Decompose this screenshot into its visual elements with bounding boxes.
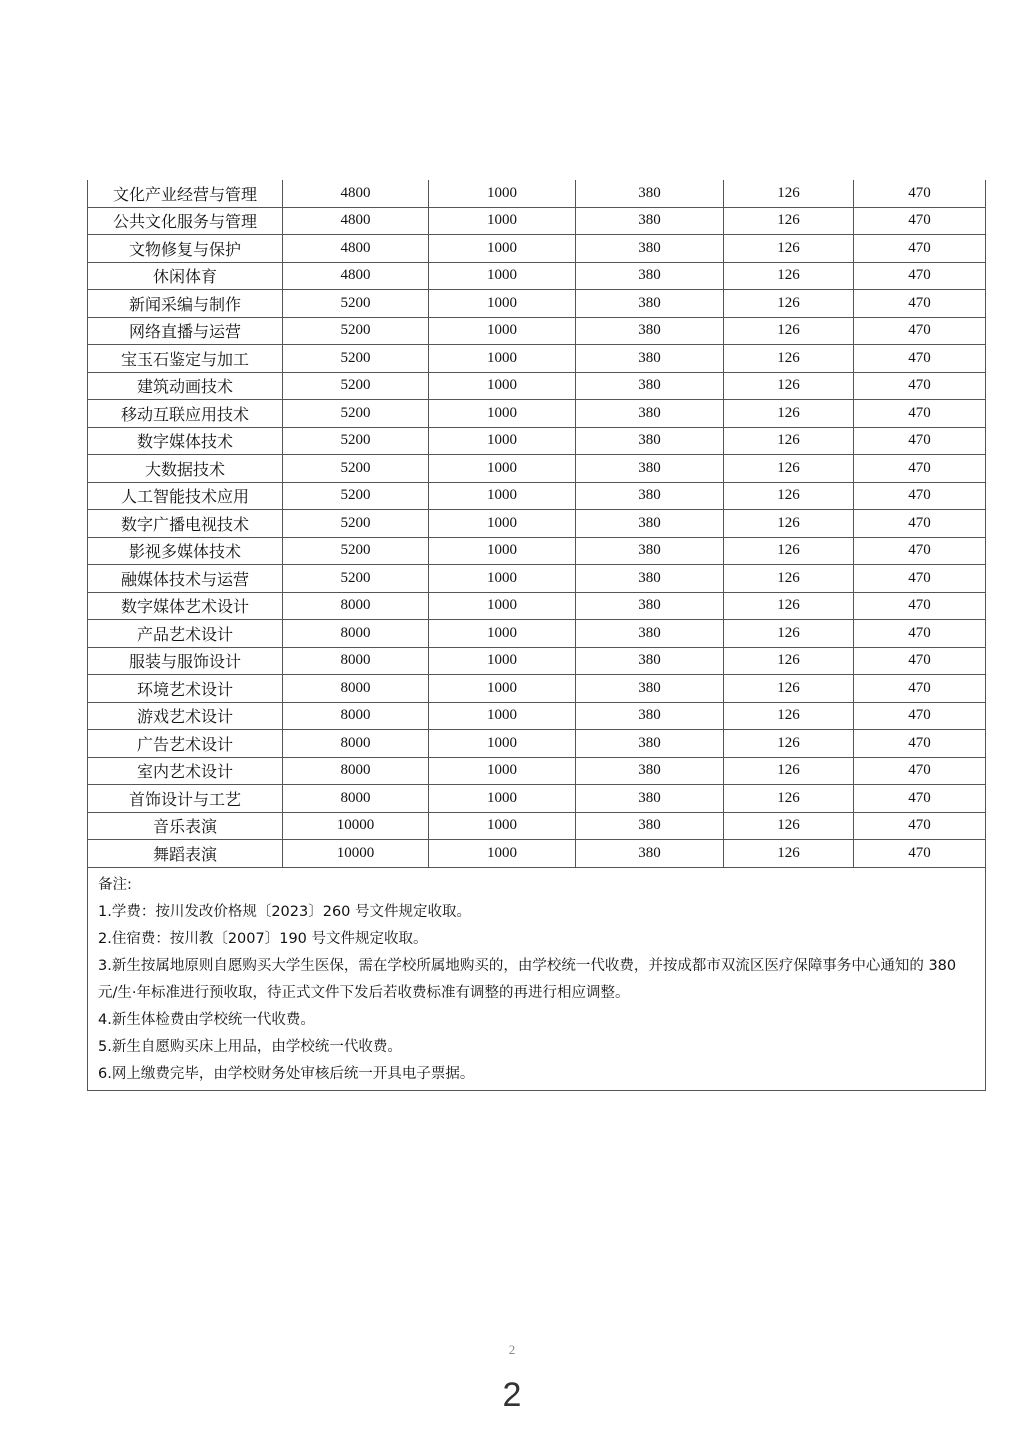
- major-cell: 产品艺术设计: [88, 620, 283, 648]
- major-cell: 广告艺术设计: [88, 730, 283, 758]
- table-row: [88, 235, 986, 263]
- fee-cell-c: 126: [724, 345, 854, 373]
- table-row: [88, 757, 986, 785]
- fee-cell-d: 470: [854, 317, 986, 345]
- fee-cell-d: 470: [854, 400, 986, 428]
- fee-cell-d: 470: [854, 537, 986, 565]
- fee-cell-b: 380: [576, 565, 724, 593]
- fee-cell-c: 126: [724, 537, 854, 565]
- tuition-cell: 5200: [283, 455, 429, 483]
- fee-cell-a: 1000: [429, 262, 576, 290]
- tuition-cell: 8000: [283, 785, 429, 813]
- fee-cell-b: 380: [576, 730, 724, 758]
- fee-cell-a: 1000: [429, 455, 576, 483]
- fee-cell-d: 470: [854, 565, 986, 593]
- major-cell: 公共文化服务与管理: [88, 207, 283, 235]
- fee-cell-b: 380: [576, 400, 724, 428]
- fee-cell-c: 126: [724, 427, 854, 455]
- table-row: [88, 180, 986, 207]
- major-cell: 文物修复与保护: [88, 235, 283, 263]
- tuition-cell: 5200: [283, 427, 429, 455]
- tuition-cell: 8000: [283, 730, 429, 758]
- fee-cell-d: 470: [854, 180, 986, 207]
- fee-cell-d: 470: [854, 812, 986, 840]
- fee-cell-a: 1000: [429, 675, 576, 703]
- fee-cell-b: 380: [576, 702, 724, 730]
- fee-cell-a: 1000: [429, 510, 576, 538]
- note-line-2: 2.住宿费：按川教〔2007〕190 号文件规定收取。: [98, 930, 428, 947]
- tuition-cell: 8000: [283, 702, 429, 730]
- major-cell: 数字广播电视技术: [88, 510, 283, 538]
- tuition-cell: 4800: [283, 207, 429, 235]
- notes-row: [88, 867, 986, 1090]
- fee-cell-a: 1000: [429, 620, 576, 648]
- tuition-cell: 5200: [283, 317, 429, 345]
- fee-cell-d: 470: [854, 785, 986, 813]
- fee-cell-d: 470: [854, 510, 986, 538]
- tuition-cell: 8000: [283, 675, 429, 703]
- fee-cell-d: 470: [854, 840, 986, 868]
- fee-cell-c: 126: [724, 620, 854, 648]
- tuition-cell: 8000: [283, 757, 429, 785]
- fee-cell-b: 380: [576, 592, 724, 620]
- fee-cell-a: 1000: [429, 592, 576, 620]
- fee-cell-a: 1000: [429, 482, 576, 510]
- note-line-1: 1.学费：按川发改价格规〔2023〕260 号文件规定收取。: [98, 903, 472, 920]
- page-number-large: 2: [502, 1376, 522, 1414]
- table-row: [88, 290, 986, 318]
- fee-cell-a: 1000: [429, 400, 576, 428]
- table-row: [88, 537, 986, 565]
- fee-cell-b: 380: [576, 262, 724, 290]
- major-cell: 舞蹈表演: [88, 840, 283, 868]
- tuition-cell: 5200: [283, 372, 429, 400]
- fee-cell-a: 1000: [429, 812, 576, 840]
- major-cell: 数字媒体技术: [88, 427, 283, 455]
- tuition-cell: 4800: [283, 180, 429, 207]
- fee-cell-a: 1000: [429, 290, 576, 318]
- fee-cell-c: 126: [724, 702, 854, 730]
- note-line-5: 5.新生自愿购买床上用品，由学校统一代收费。: [98, 1038, 402, 1055]
- fee-cell-c: 126: [724, 812, 854, 840]
- major-cell: 游戏艺术设计: [88, 702, 283, 730]
- fee-cell-b: 380: [576, 455, 724, 483]
- table-row: [88, 785, 986, 813]
- fee-cell-b: 380: [576, 427, 724, 455]
- fee-table: [87, 180, 986, 1091]
- fee-cell-a: 1000: [429, 235, 576, 263]
- tuition-cell: 10000: [283, 840, 429, 868]
- fee-cell-b: 380: [576, 537, 724, 565]
- fee-cell-d: 470: [854, 675, 986, 703]
- fee-cell-a: 1000: [429, 345, 576, 373]
- notes-heading: 备注:: [98, 876, 132, 893]
- fee-cell-b: 380: [576, 510, 724, 538]
- fee-cell-d: 470: [854, 482, 986, 510]
- fee-cell-c: 126: [724, 482, 854, 510]
- fee-cell-b: 380: [576, 840, 724, 868]
- table-row: [88, 510, 986, 538]
- fee-cell-b: 380: [576, 812, 724, 840]
- fee-cell-a: 1000: [429, 180, 576, 207]
- fee-cell-c: 126: [724, 290, 854, 318]
- fee-cell-b: 380: [576, 290, 724, 318]
- fee-cell-c: 126: [724, 235, 854, 263]
- major-cell: 服装与服饰设计: [88, 647, 283, 675]
- tuition-cell: 8000: [283, 647, 429, 675]
- tuition-cell: 4800: [283, 262, 429, 290]
- table-row: [88, 675, 986, 703]
- fee-cell-c: 126: [724, 317, 854, 345]
- fee-cell-a: 1000: [429, 757, 576, 785]
- fee-cell-b: 380: [576, 675, 724, 703]
- table-row: [88, 730, 986, 758]
- major-cell: 影视多媒体技术: [88, 537, 283, 565]
- fee-cell-c: 126: [724, 785, 854, 813]
- fee-cell-b: 380: [576, 317, 724, 345]
- major-cell: 首饰设计与工艺: [88, 785, 283, 813]
- fee-cell-b: 380: [576, 372, 724, 400]
- fee-cell-b: 380: [576, 757, 724, 785]
- fee-cell-c: 126: [724, 262, 854, 290]
- tuition-cell: 5200: [283, 400, 429, 428]
- table-row: [88, 565, 986, 593]
- fee-cell-a: 1000: [429, 785, 576, 813]
- fee-table-body: [88, 180, 986, 867]
- tuition-cell: 5200: [283, 565, 429, 593]
- fee-cell-a: 1000: [429, 372, 576, 400]
- major-cell: 网络直播与运营: [88, 317, 283, 345]
- fee-cell-b: 380: [576, 785, 724, 813]
- fee-cell-b: 380: [576, 345, 724, 373]
- fee-cell-d: 470: [854, 427, 986, 455]
- table-row: [88, 400, 986, 428]
- tuition-cell: 5200: [283, 345, 429, 373]
- fee-cell-c: 126: [724, 400, 854, 428]
- major-cell: 文化产业经营与管理: [88, 180, 283, 207]
- fee-cell-b: 380: [576, 620, 724, 648]
- fee-cell-a: 1000: [429, 317, 576, 345]
- fee-cell-d: 470: [854, 235, 986, 263]
- note-line-3: 3.新生按属地原则自愿购买大学生医保，需在学校所属地购买的，由学校统一代收费，并按成都市双流区医疗保障事务中心通知的 380 元/生·年标准进行预收取，待正式文件下发后若收费标准有调整的再进行相应调整。: [98, 957, 957, 1001]
- fee-cell-b: 380: [576, 180, 724, 207]
- fee-cell-c: 126: [724, 372, 854, 400]
- fee-cell-d: 470: [854, 290, 986, 318]
- table-row: [88, 262, 986, 290]
- fee-cell-c: 126: [724, 180, 854, 207]
- fee-cell-c: 126: [724, 840, 854, 868]
- fee-cell-b: 380: [576, 235, 724, 263]
- note-line-4: 4.新生体检费由学校统一代收费。: [98, 1011, 315, 1028]
- notes-cell: [88, 867, 986, 1090]
- fee-cell-a: 1000: [429, 427, 576, 455]
- fee-cell-d: 470: [854, 592, 986, 620]
- fee-cell-a: 1000: [429, 537, 576, 565]
- fee-cell-d: 470: [854, 757, 986, 785]
- fee-cell-d: 470: [854, 262, 986, 290]
- fee-cell-b: 380: [576, 207, 724, 235]
- table-row: [88, 427, 986, 455]
- tuition-cell: 8000: [283, 592, 429, 620]
- tuition-cell: 5200: [283, 482, 429, 510]
- fee-cell-c: 126: [724, 207, 854, 235]
- tuition-cell: 8000: [283, 620, 429, 648]
- fee-cell-d: 470: [854, 647, 986, 675]
- table-row: [88, 812, 986, 840]
- fee-cell-a: 1000: [429, 647, 576, 675]
- fee-cell-a: 1000: [429, 207, 576, 235]
- fee-cell-d: 470: [854, 455, 986, 483]
- fee-cell-c: 126: [724, 592, 854, 620]
- tuition-cell: 5200: [283, 290, 429, 318]
- fee-cell-a: 1000: [429, 730, 576, 758]
- fee-cell-a: 1000: [429, 840, 576, 868]
- fee-cell-d: 470: [854, 730, 986, 758]
- table-row: [88, 840, 986, 868]
- table-row: [88, 455, 986, 483]
- major-cell: 建筑动画技术: [88, 372, 283, 400]
- major-cell: 人工智能技术应用: [88, 482, 283, 510]
- major-cell: 休闲体育: [88, 262, 283, 290]
- table-row: [88, 620, 986, 648]
- major-cell: 环境艺术设计: [88, 675, 283, 703]
- fee-cell-c: 126: [724, 510, 854, 538]
- fee-cell-c: 126: [724, 730, 854, 758]
- fee-cell-d: 470: [854, 702, 986, 730]
- tuition-cell: 10000: [283, 812, 429, 840]
- fee-cell-c: 126: [724, 565, 854, 593]
- major-cell: 大数据技术: [88, 455, 283, 483]
- major-cell: 新闻采编与制作: [88, 290, 283, 318]
- fee-cell-b: 380: [576, 482, 724, 510]
- tuition-cell: 5200: [283, 510, 429, 538]
- table-row: [88, 207, 986, 235]
- major-cell: 宝玉石鉴定与加工: [88, 345, 283, 373]
- major-cell: 融媒体技术与运营: [88, 565, 283, 593]
- fee-cell-a: 1000: [429, 565, 576, 593]
- table-row: [88, 592, 986, 620]
- fee-cell-d: 470: [854, 345, 986, 373]
- major-cell: 音乐表演: [88, 812, 283, 840]
- fee-cell-c: 126: [724, 675, 854, 703]
- fee-cell-d: 470: [854, 207, 986, 235]
- fee-cell-d: 470: [854, 620, 986, 648]
- table-row: [88, 372, 986, 400]
- major-cell: 数字媒体艺术设计: [88, 592, 283, 620]
- tuition-cell: 4800: [283, 235, 429, 263]
- table-row: [88, 345, 986, 373]
- table-row: [88, 647, 986, 675]
- note-line-6: 6.网上缴费完毕，由学校财务处审核后统一开具电子票据。: [98, 1065, 475, 1082]
- fee-cell-a: 1000: [429, 702, 576, 730]
- fee-cell-c: 126: [724, 455, 854, 483]
- table-row: [88, 317, 986, 345]
- major-cell: 室内艺术设计: [88, 757, 283, 785]
- table-row: [88, 482, 986, 510]
- fee-cell-c: 126: [724, 757, 854, 785]
- major-cell: 移动互联应用技术: [88, 400, 283, 428]
- fee-cell-b: 380: [576, 647, 724, 675]
- page-number-small: 2: [508, 1342, 516, 1357]
- fee-cell-d: 470: [854, 372, 986, 400]
- tuition-cell: 5200: [283, 537, 429, 565]
- fee-cell-c: 126: [724, 647, 854, 675]
- table-row: [88, 702, 986, 730]
